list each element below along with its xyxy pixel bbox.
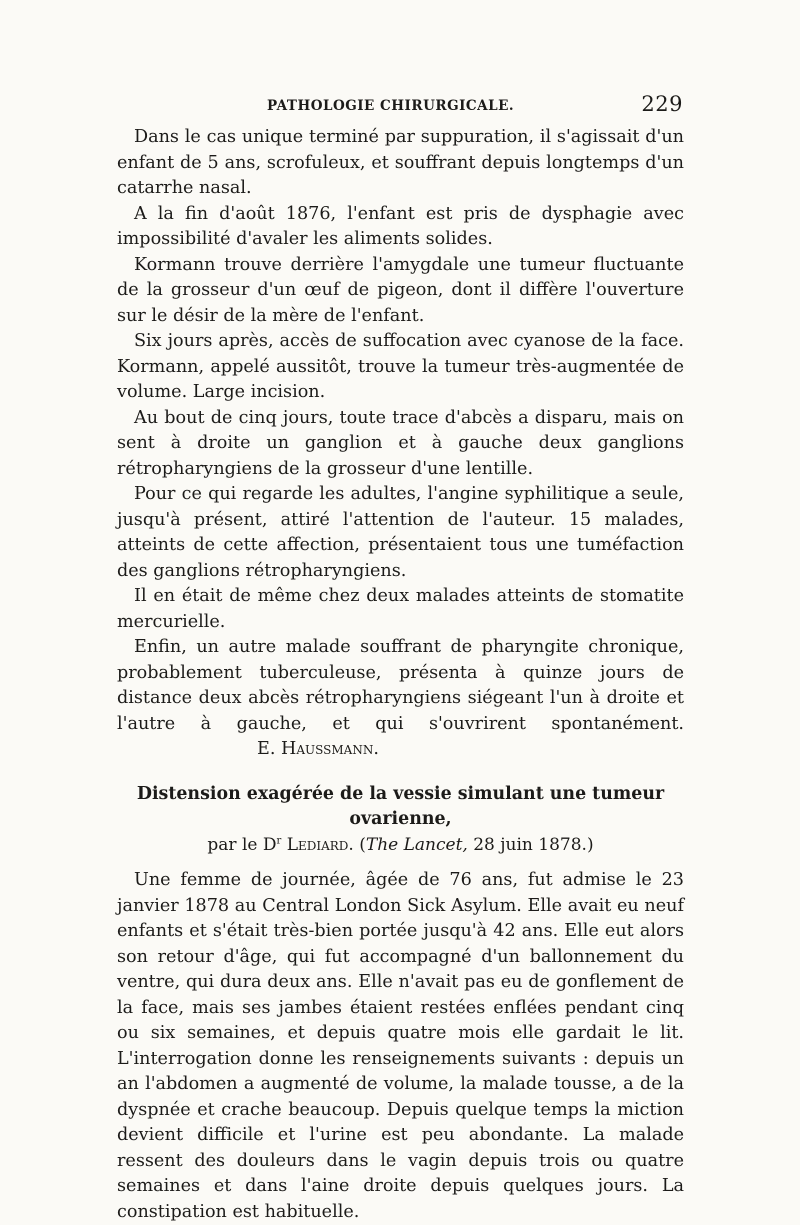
running-title: PATHOLOGIE CHIRURGICALE. (267, 98, 515, 114)
page-number: 229 (641, 92, 683, 116)
paragraph: Pour ce qui regarde les adultes, l'angine syphilitique a seule, jusqu'à présent, attiré l'attention de l'auteur. 15 malades, atteints de cette affection, présentaient tous une tuméfaction des ganglions rétropharyngiens. (117, 484, 684, 581)
paragraph: Six jours après, accès de suffocation avec cyanose de la face. Kormann, appelé aussitôt, trouve la tumeur très-augmentée de volume. Large incision. (117, 331, 684, 402)
byline-prefix: par le D (207, 834, 277, 855)
body-text (117, 125, 684, 1225)
running-head (117, 92, 683, 122)
paragraph: A la fin d'août 1876, l'enfant est pris de dysphagie avec impossibilité d'avaler les aliments solides. (117, 203, 684, 249)
journal-name: The Lancet, (365, 834, 468, 855)
article-byline (117, 833, 684, 859)
source-date: 28 juin 1878.) (473, 834, 594, 855)
author-signature: E. Haussmann. (257, 739, 379, 759)
byline-author: Lediard. (286, 834, 354, 855)
paragraph-with-signature (117, 635, 684, 763)
paragraph: Il en était de même chez deux malades atteints de stomatite mercurielle. (117, 586, 684, 632)
source-open-paren: ( (359, 834, 366, 855)
article-title: Distension exagérée de la vessie simulant une tumeur ovarienne, (136, 783, 665, 829)
paragraph: Dans le cas unique terminé par suppuration, il s'agissait d'un enfant de 5 ans, scrofuleux, et souffrant depuis longtemps d'un catarrhe nasal. (117, 127, 684, 198)
paragraph: Au bout de cinq jours, toute trace d'abcès a disparu, mais on sent à droite un ganglion et à gauche deux ganglions rétropharyngiens de la grosseur d'une lentille. (117, 407, 684, 479)
paragraph: Kormann trouve derrière l'amygdale une tumeur fluctuante de la grosseur d'un œuf de pigeon, dont il diffère l'ouverture sur le désir de la mère de l'enfant. (117, 254, 684, 326)
byline-superscript: r (276, 834, 282, 846)
paragraph-text: Enfin, un autre malade souffrant de pharyngite chronique, probablement tuberculeuse, présenta à quinze jours de distance deux abcès rétropharyngiens siégeant l'un à droite et l'autre à gauche, et qui s'ouvrirent spontanément. (117, 637, 684, 734)
paragraph: Une femme de journée, âgée de 76 ans, fut admise le 23 janvier 1878 au Central London Sick Asylum. Elle avait eu neuf enfants et s'était très-bien portée jusqu'à 42 ans. Elle eut alors son retour d'âge, qui fut accompagné d'un ballonnement du ventre, qui dura deux ans. Elle n'avait pas eu de gonflement de la face, mais ses jambes étaient restées enflées pendant cinq ou six semaines, et depuis quatre mois elle gardait le lit. L'interrogation donne les renseignements suivants : depuis un an l'abdomen a augmenté de volume, la malade tousse, a de la dyspnée et crache beaucoup. Depuis quelque temps la miction devient difficile et l'urine est peu abondante. La malade ressent des douleurs dans le vagin depuis trois ou quatre semaines et dans l'aine droite depuis quelques jours. La constipation est habituelle. (117, 870, 684, 1222)
